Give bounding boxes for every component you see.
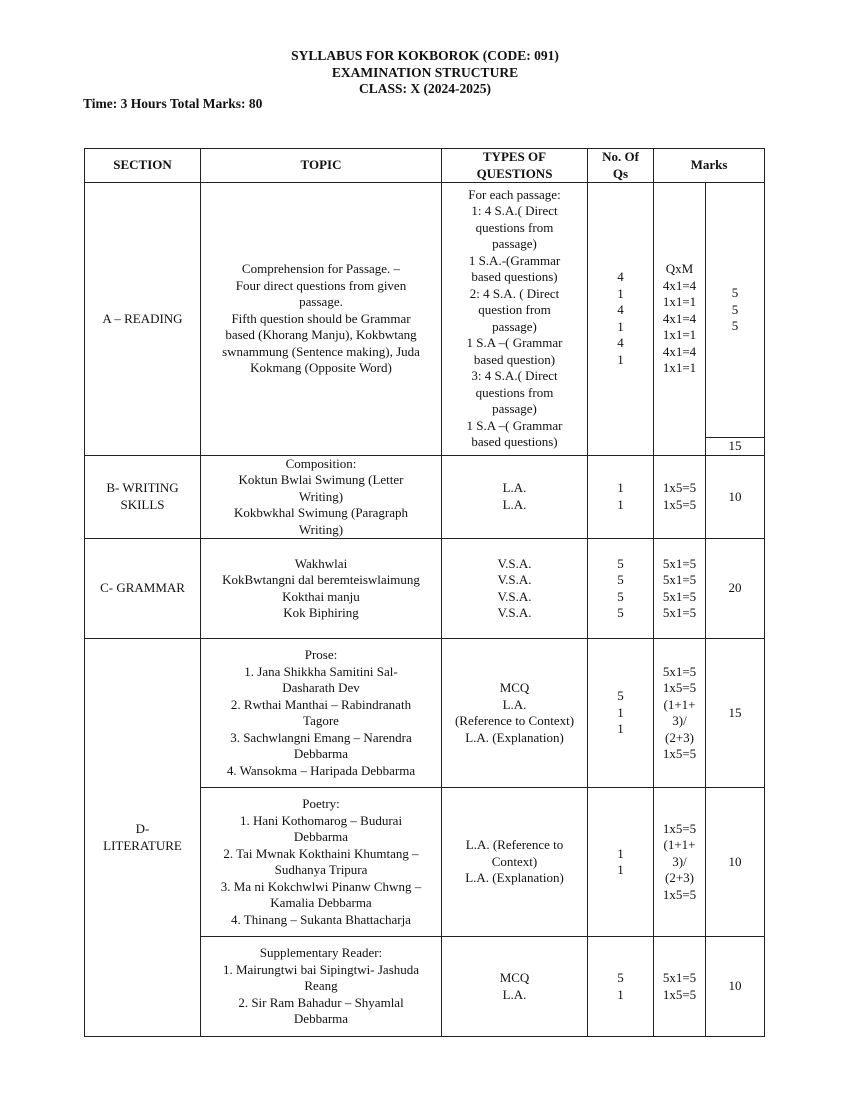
marks-reading: 5 5 5 <box>706 183 765 438</box>
time-total-marks: Time: 3 Hours Total Marks: 80 <box>83 96 263 111</box>
class-title: CLASS: X (2024-2025) <box>358 81 491 96</box>
no-prose: 5 1 1 <box>588 639 654 788</box>
total-poetry: 10 <box>706 788 765 937</box>
topic-grammar: Wakhwlai KokBwtangni dal beremteiswlaimung Kokthai manju Kok Biphiring <box>201 539 442 639</box>
qxm-reading: QxM 4x1=4 1x1=1 4x1=4 1x1=1 4x1=4 1x1=1 <box>654 183 706 456</box>
no-writing: 1 1 <box>588 455 654 539</box>
qxm-grammar: 5x1=5 5x1=5 5x1=5 5x1=5 <box>654 539 706 639</box>
no-reading: 4 1 4 1 4 1 <box>588 183 654 456</box>
types-grammar: V.S.A. V.S.A. V.S.A. V.S.A. <box>442 539 588 639</box>
document-header <box>0 48 850 98</box>
topic-writing: Composition: Koktun Bwlai Swimung (Letter Writing) Kokbwkhal Swimung (Paragraph Writing) <box>201 455 442 539</box>
table-header-row <box>85 149 765 183</box>
section-reading: A – READING <box>85 183 201 456</box>
topic-poetry: Poetry: 1. Hani Kothomarog – Budurai Debbarma 2. Tai Mwnak Kokthaini Khumtang – Sudhanya Tripura 3. Ma ni Kokchwlwi Pinanw Chwng – Kamalia Debbarma 4. Thinang – Sukanta Bhattacharja <box>201 788 442 937</box>
total-reading: 15 <box>706 438 765 456</box>
types-writing: L.A. L.A. <box>442 455 588 539</box>
table-row-prose <box>85 639 765 788</box>
qxm-writing: 1x5=5 1x5=5 <box>654 455 706 539</box>
total-supplementary: 10 <box>706 937 765 1037</box>
section-grammar: C- GRAMMAR <box>85 539 201 639</box>
total-grammar: 20 <box>706 539 765 639</box>
no-poetry: 1 1 <box>588 788 654 937</box>
table-row-writing <box>85 455 765 539</box>
qxm-prose: 5x1=5 1x5=5 (1+1+ 3)/ (2+3) 1x5=5 <box>654 639 706 788</box>
qxm-supplementary: 5x1=5 1x5=5 <box>654 937 706 1037</box>
section-literature: D- LITERATURE <box>85 639 201 1037</box>
header-topic: TOPIC <box>201 149 442 183</box>
topic-reading: Comprehension for Passage. – Four direct questions from given passage. Fifth question should be Grammar based (Khorang Manju), Kokbwtang swnammung (Sentence making), Juda Kokmang (Opposite Word) <box>201 183 442 456</box>
syllabus-title: SYLLABUS FOR KOKBOROK (CODE: 091) <box>291 48 559 63</box>
topic-prose: Prose: 1. Jana Shikkha Samitini Sal- Dasharath Dev 2. Rwthai Manthai – Rabindranath Tagore 3. Sachwlangni Emang – Narendra Debbarma 4. Wansokma – Haripada Debbarma <box>201 639 442 788</box>
no-grammar: 5 5 5 5 <box>588 539 654 639</box>
exam-structure-table <box>84 148 765 1037</box>
total-prose: 15 <box>706 639 765 788</box>
qxm-poetry: 1x5=5 (1+1+ 3)/ (2+3) 1x5=5 <box>654 788 706 937</box>
exam-structure-title: EXAMINATION STRUCTURE <box>331 64 519 80</box>
header-section: SECTION <box>85 149 201 183</box>
table-row-grammar <box>85 539 765 639</box>
header-no-of-qs: No. Of Qs <box>588 149 654 183</box>
table-row-reading <box>85 183 765 438</box>
header-types: TYPES OF QUESTIONS <box>442 149 588 183</box>
types-supplementary: MCQ L.A. <box>442 937 588 1037</box>
topic-supplementary: Supplementary Reader: 1. Mairungtwi bai Sipingtwi- Jashuda Reang 2. Sir Ram Bahadur – Shyamlal Debbarma <box>201 937 442 1037</box>
header-marks: Marks <box>654 149 765 183</box>
types-poetry: L.A. (Reference to Context) L.A. (Explanation) <box>442 788 588 937</box>
types-prose: MCQ L.A. (Reference to Context) L.A. (Explanation) <box>442 639 588 788</box>
total-writing: 10 <box>706 455 765 539</box>
no-supplementary: 5 1 <box>588 937 654 1037</box>
section-writing: B- WRITING SKILLS <box>85 455 201 539</box>
types-reading: For each passage: 1: 4 S.A.( Direct questions from passage) 1 S.A.-(Grammar based questions) 2: 4 S.A. ( Direct question from passage) 1 S.A –( Grammar based question) 3: 4 S.A.( Direct questions from passage) 1 S.A –( Grammar based questions) <box>442 183 588 456</box>
